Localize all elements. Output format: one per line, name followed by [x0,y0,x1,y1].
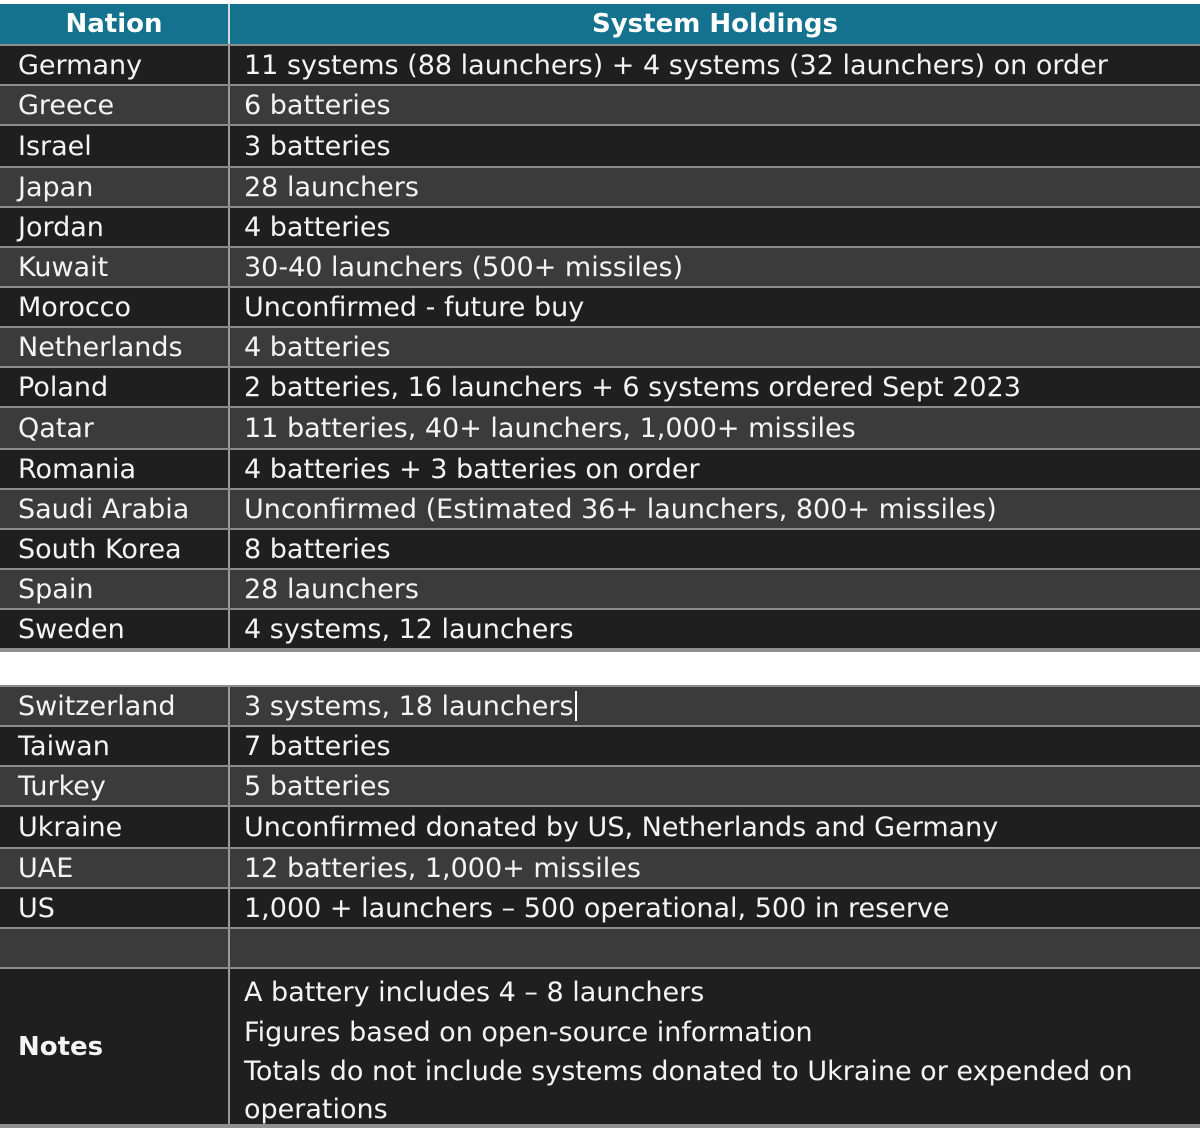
nation-cell: Morocco [0,288,230,326]
holdings-cell: 4 systems, 12 launchers [244,613,574,645]
holdings-cell: 3 batteries [244,130,391,162]
holdings-cell: 3 systems, 18 launchers [230,687,1200,725]
nation-cell: Taiwan [0,727,230,765]
table-row [0,326,1200,366]
nation-cell: Israel [0,126,230,166]
table-row [0,488,1200,528]
table-row [0,725,1200,765]
holdings-cell: 4 batteries [244,331,391,363]
table-row [0,84,1200,124]
holdings-cell: 4 batteries [244,211,391,243]
holdings-cell: 7 batteries [244,730,391,762]
nation-cell: Sweden [0,610,230,648]
table-row [0,166,1200,206]
holdings-table-top [0,4,1200,652]
holdings-cell: 8 batteries [244,533,391,565]
nation-cell: Saudi Arabia [0,490,230,528]
empty-nation-cell [0,929,230,967]
text-cursor [575,691,577,721]
header-nation: Nation [0,4,230,44]
note-line: A battery includes 4 – 8 launchers [244,977,705,1008]
nation-cell: Romania [0,450,230,488]
table-row [0,246,1200,286]
table-body-bottom [0,685,1200,1124]
table-row [0,528,1200,568]
nation-cell: Spain [0,570,230,608]
table-row [0,124,1200,166]
note-line: Totals do not include systems donated to Ukraine or expended on operations [244,1056,1133,1124]
table-row [0,366,1200,406]
holdings-cell: Unconfirmed (Estimated 36+ launchers, 800+ missiles) [244,493,997,525]
holdings-cell: 28 launchers [244,171,419,203]
notes-row [0,967,1200,1124]
nation-cell: Jordan [0,208,230,246]
table-row [0,847,1200,887]
empty-holdings-cell [230,929,1200,967]
nation-cell: UAE [0,849,230,887]
nation-cell: Switzerland [0,687,230,725]
holdings-cell: 12 batteries, 1,000+ missiles [244,852,641,884]
notes-label: Notes [0,969,230,1124]
nation-cell: Japan [0,168,230,206]
holdings-cell: 4 batteries + 3 batteries on order [244,453,700,485]
table-header-row [0,4,1200,44]
holdings-cell: 5 batteries [244,770,391,802]
holdings-cell: Unconfirmed donated by US, Netherlands and Germany [244,811,999,843]
nation-cell: Netherlands [0,328,230,366]
nation-cell: Greece [0,86,230,124]
table-row [0,568,1200,608]
nation-cell: Ukraine [0,807,230,847]
nation-cell: South Korea [0,530,230,568]
header-system-holdings: System Holdings [591,9,838,39]
nation-cell: Qatar [0,408,230,448]
nation-cell: US [0,889,230,927]
holdings-cell: 2 batteries, 16 launchers + 6 systems ordered Sept 2023 [244,371,1021,403]
table-row [0,685,1200,725]
nation-cell: Poland [0,368,230,406]
empty-row [0,927,1200,967]
holdings-cell: Unconfirmed - future buy [244,291,585,323]
table-row [0,608,1200,648]
holdings-cell: 11 batteries, 40+ launchers, 1,000+ missiles [244,412,856,444]
table-body-top [0,44,1200,648]
note-line: Figures based on open-source information [244,1017,813,1048]
table-row [0,44,1200,84]
table-row [0,286,1200,326]
table-row [0,887,1200,927]
nation-cell: Turkey [0,767,230,805]
holdings-cell: 11 systems (88 launchers) + 4 systems (32 launchers) on order [244,49,1108,81]
nation-cell: Germany [0,46,230,84]
holdings-cell: 6 batteries [244,89,391,121]
table-row [0,448,1200,488]
table-row [0,805,1200,847]
table-row [0,206,1200,246]
holdings-table-bottom [0,685,1200,1128]
holdings-cell: 28 launchers [244,573,419,605]
holdings-cell: 30-40 launchers (500+ missiles) [244,251,684,283]
table-row [0,765,1200,805]
table-row [0,406,1200,448]
nation-cell: Kuwait [0,248,230,286]
notes-content [230,969,1200,1124]
holdings-cell: 1,000 + launchers – 500 operational, 500 in reserve [244,892,950,924]
